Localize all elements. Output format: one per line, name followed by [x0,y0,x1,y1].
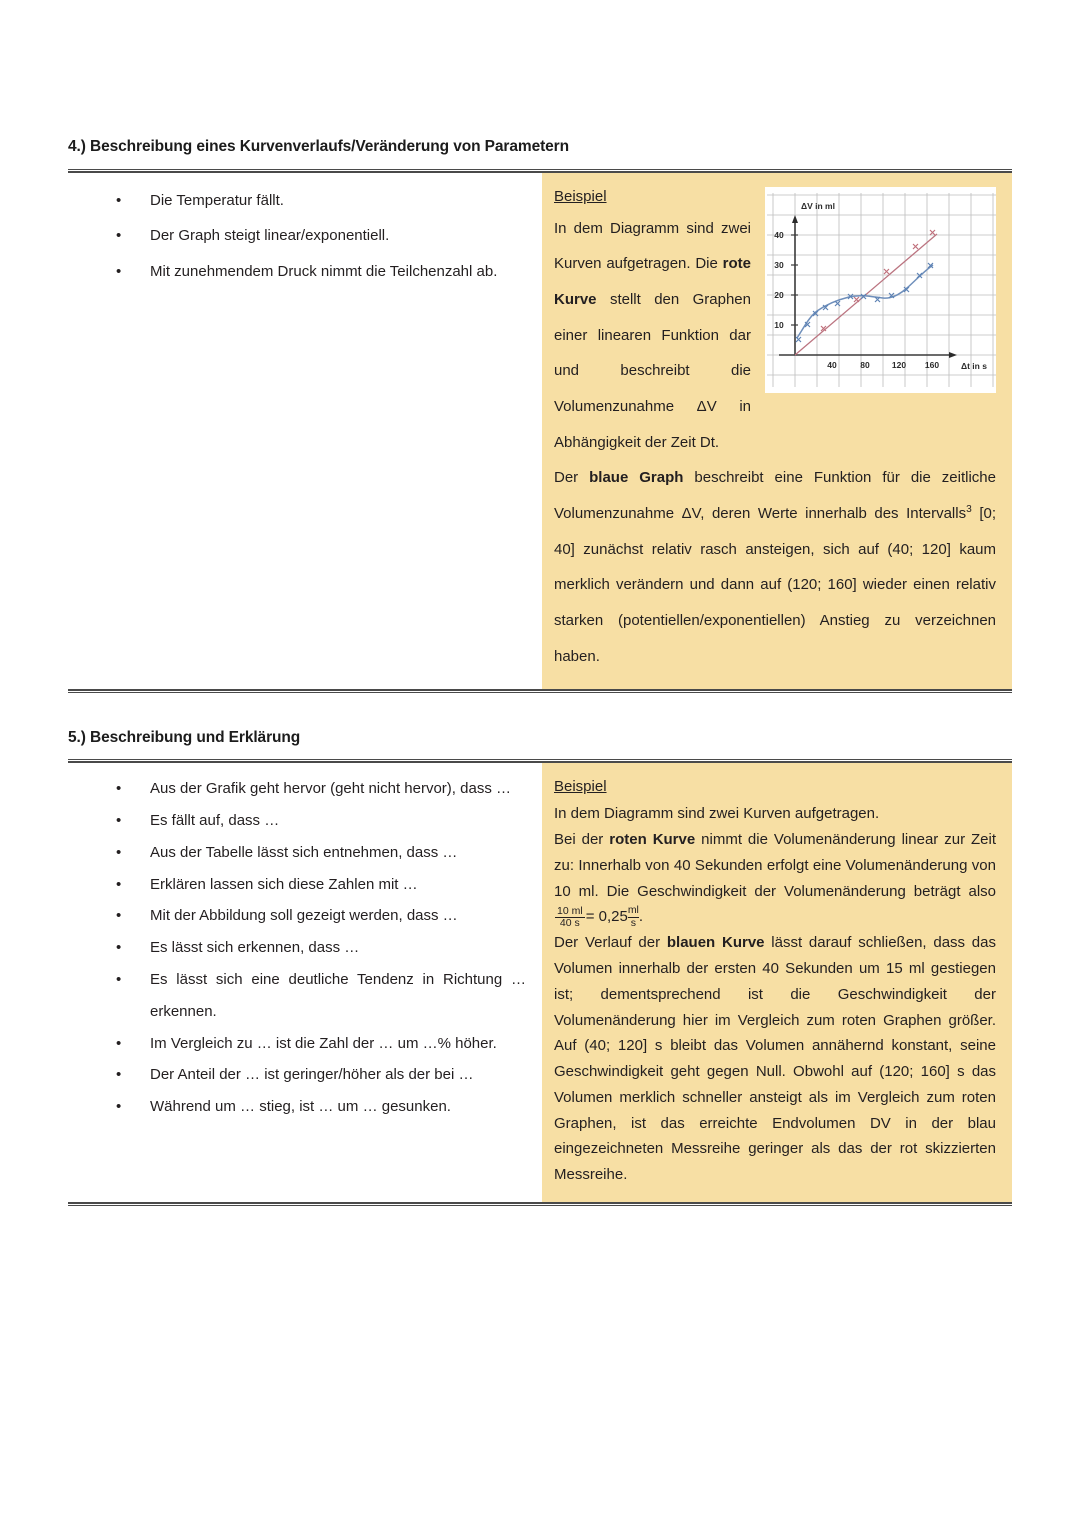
section-4-example-cell [542,172,1012,689]
section-5-example [542,763,1012,1202]
heading-gap [68,157,1012,169]
top-margin-spacer [68,0,1012,138]
svg-text:120: 120 [891,359,907,370]
table-row [68,172,1012,689]
result-numerator: ml [627,903,639,916]
list-item: • Mit der Abbildung soll gezeigt werden, dass … [68,900,534,932]
list-item: • Es lässt sich erkennen, dass … [68,932,534,964]
result-denominator: s [630,916,636,929]
example-paragraph-2 [554,460,996,674]
result-fraction [628,905,639,930]
svg-text:40: 40 [827,359,837,370]
list-item: • Der Graph steigt linear/exponentiell. [68,218,534,254]
section-4-phrase-cell [68,172,542,689]
list-item: • Es fällt auf, dass … [68,805,534,837]
heading-gap-2 [68,747,1012,759]
volume-time-chart [765,187,996,393]
formula-period: . [638,908,644,926]
chart-x-axis-label: Δt in s [961,360,987,371]
svg-text:30: 30 [774,259,784,270]
list-item: • Aus der Grafik geht hervor (geht nicht hervor), dass … [68,773,534,805]
list-item: • Mit zunehmendem Druck nimmt die Teilchenzahl ab. [68,254,534,290]
para1-red-curve: rote Kurve [554,255,751,308]
chart-figure [765,187,996,393]
para1-part-c: nimmt die Volumenänderung linear zur Zeit zu: Innerhalb von 40 Sekunden erfolgt eine Volumenänderung von 10 ml. Die Geschwindigkeit der Volumenänderung beträgt also [554,830,997,900]
example-intro-line: In dem Diagramm sind zwei Kurven aufgetragen. [554,805,880,823]
chart-canvas [765,187,996,393]
example-paragraph-2 [554,930,996,1188]
footnote-marker: 3 [966,504,972,516]
svg-text:80: 80 [860,359,870,370]
example-label: Beispiel [554,187,607,205]
list-item: • Aus der Tabelle lässt sich entnehmen, dass … [68,837,534,869]
para1-red-curve: roten Kurve [609,830,696,848]
section-5-example-cell [542,763,1012,1203]
para2-part-a: Der [554,469,590,487]
para2-blue-curve: blauen Kurve [666,934,765,952]
para1-part-a: Bei der [554,830,610,848]
section-5-heading: 5.) Beschreibung und Erklärung [68,728,301,746]
chart-y-axis-label: ΔV in ml [801,200,835,211]
example-label: Beispiel [554,778,607,796]
para2-part-c: lässt darauf schließen, dass das Volumen innerhalb der ersten 40 Sekunden um 15 ml gestiegen ist; dementsprechend ist die Geschwindigkeit der Volumenänderung hier im Vergleich zum roten Graphen größer. Auf (40; 120] s bleibt das Volumen annähernd konstant, seine Geschwindigkeit geht gegen Null. Obwohl auf (120; 160] s das Volumen merklich schneller ansteigt als im Vergleich zum roten Graphen, ist das erreichte Endvolumen DV in der blau eingezeichneten Messreihe geringer als das der rot skizzierten Messreihe. [554,934,996,1184]
para2-blue-graph: blaue Graph [589,469,684,487]
list-item: • Während um … stieg, ist … um … gesunken. [68,1091,534,1123]
list-item: • Es lässt sich eine deutliche Tendenz in Richtung … erkennen. [68,964,534,1028]
fraction-numerator: 10 ml [557,904,583,917]
list-item: • Erklären lassen sich diese Zahlen mit … [68,869,534,901]
section-5-table [68,759,1012,1206]
section-gap [68,693,1012,729]
para2-part-c: beschreibt eine Funktion für die zeitliche Volumenzunahme ΔV, deren Werte innerhalb des Intervalls [554,469,996,523]
list-item: • Im Vergleich zu … ist die Zahl der … um …% höher. [68,1028,534,1060]
svg-text:10: 10 [774,319,784,330]
para2-part-a: Der Verlauf der [554,934,667,952]
formula-equals: = 0,25 [585,908,628,926]
list-item: • Die Temperatur fällt. [68,183,534,219]
table-row [68,763,1012,1203]
fraction-denominator: 40 s [559,917,580,930]
section-4-table [68,169,1012,693]
svg-text:20: 20 [774,289,784,300]
section-5-phrase-cell [68,763,542,1203]
para1-part-c: stellt den Graphen einer linearen Funktion dar und beschreibt die Volumenzunahme ΔV in Abhängigkeit der Zeit Dt. [554,290,751,451]
svg-text:40: 40 [774,229,784,240]
section-5-bullet-list [68,763,542,1135]
section-4-heading: 4.) Beschreibung eines Kurvenverlaufs/Veränderung von Parametern [68,138,569,155]
section-4-example [542,173,1012,689]
example-paragraph-1 [554,827,996,930]
section-4-bullet-list [68,173,542,302]
list-item: • Der Anteil der … ist geringer/höher als der bei … [68,1059,534,1091]
speed-fraction [555,906,585,931]
para1-part-a: In dem Diagramm sind zwei Kurven aufgetragen. Die [554,219,751,273]
svg-text:160: 160 [924,359,940,370]
para2-part-d: [0; 40] zunächst relativ rasch ansteigen, sich auf (40; 120] kaum merklich verändern und dann auf (120; 160] wieder einen relativ starken (potentiellen/exponentiellen) Anstieg zu verzeichnen haben. [554,505,996,665]
